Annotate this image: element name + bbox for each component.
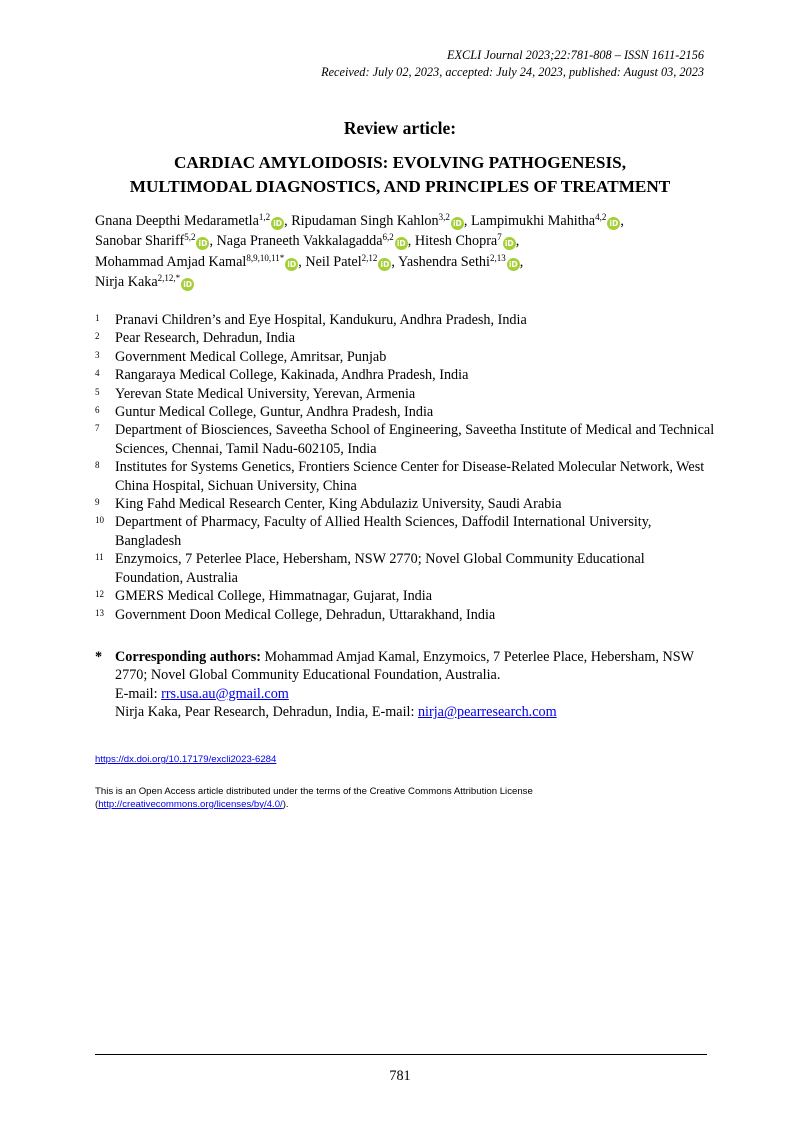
affiliation-text: Enzymoics, 7 Peterlee Place, Hebersham, NSW 2770; Novel Global Community Educational Foundation, Australia <box>115 551 645 586</box>
affiliation-text: King Fahd Medical Research Center, King Abdulaziz University, Saudi Arabia <box>115 496 562 513</box>
journal-citation: EXCLI Journal 2023;22:781-808 – ISSN 1611-2156 <box>447 48 704 62</box>
author-name: Naga Praneeth Vakkalagadda <box>216 233 383 250</box>
corresponding-label: Corresponding authors: <box>115 649 261 665</box>
author-affiliation-marker: 7 <box>497 232 502 243</box>
orcid-icon[interactable]: iD <box>181 278 194 291</box>
affiliation-text: Government Medical College, Amritsar, Punjab <box>115 348 387 365</box>
author-separator: , <box>298 253 306 270</box>
orcid-icon[interactable]: iD <box>196 237 209 250</box>
corresponding-authors <box>95 648 715 722</box>
license-link[interactable]: http://creativecommons.org/licenses/by/4.0/ <box>98 798 283 810</box>
license-note <box>95 786 715 811</box>
author-name: Sanobar Shariff <box>95 233 185 250</box>
affiliation-item <box>95 311 715 329</box>
corresponding-text-2: Nirja Kaka, Pear Research, Dehradun, India, E-mail: <box>115 704 418 721</box>
corresponding-email-1-line <box>115 685 715 703</box>
affiliation-text: GMERS Medical College, Himmatnagar, Gujarat, India <box>115 588 432 605</box>
footer-divider <box>95 1054 707 1055</box>
author-affiliation-marker: 4,2 <box>595 212 607 222</box>
journal-header <box>321 47 704 81</box>
orcid-icon[interactable]: iD <box>507 258 520 271</box>
author-separator: , <box>407 233 415 250</box>
author-name: Neil Patel <box>305 253 362 270</box>
orcid-icon[interactable]: iD <box>271 217 284 230</box>
orcid-icon[interactable]: iD <box>451 217 464 230</box>
author-name: Ripudaman Singh Kahlon <box>291 213 439 229</box>
author-name: Nirja Kaka <box>95 274 158 291</box>
corresponding-star: * <box>95 649 103 665</box>
affiliation-number: 9 <box>95 497 100 508</box>
author <box>305 254 398 270</box>
affiliation-item <box>95 385 715 403</box>
author-list <box>95 211 715 293</box>
affiliation-number: 3 <box>95 349 100 360</box>
author-affiliation-marker: 2,12,* <box>157 273 181 284</box>
article-title <box>0 151 800 198</box>
author-affiliation-marker: 6,2 <box>382 232 394 243</box>
author <box>95 254 305 270</box>
affiliation-text: Institutes for Systems Genetics, Frontiers Science Center for Disease-Related Molecular Network, West China Hospital, Sichuan University, China <box>115 459 705 494</box>
publication-dates: Received: July 02, 2023, accepted: July 24, 2023, published: August 03, 2023 <box>321 65 704 79</box>
affiliation-item <box>95 329 715 347</box>
author <box>217 233 415 249</box>
orcid-icon[interactable]: iD <box>607 217 620 230</box>
affiliation-number: 5 <box>95 386 100 397</box>
author <box>471 213 624 229</box>
author-name: Gnana Deepthi Medarametla <box>95 213 259 229</box>
corresponding-text-1: Mohammad Amjad Kamal, Enzymoics, 7 Peterlee Place, Hebersham, NSW 2770; Novel Global Community Educational Foundation, Australia. <box>115 649 694 684</box>
author-separator: , <box>519 253 524 270</box>
affiliation-item <box>95 458 715 495</box>
affiliation-item <box>95 513 715 550</box>
author-separator: , <box>620 213 624 229</box>
affiliation-number: 2 <box>95 331 100 342</box>
affiliation-item <box>95 495 715 513</box>
email-link-1[interactable]: rrs.usa.au@gmail.com <box>161 685 289 702</box>
author-name: Hitesh Chopra <box>414 233 498 250</box>
affiliation-number: 8 <box>95 460 100 471</box>
affiliation-text: Government Doon Medical College, Dehradun, Uttarakhand, India <box>115 606 496 623</box>
author-name: Lampimukhi Mahitha <box>470 213 596 229</box>
affiliation-item <box>95 550 715 587</box>
affiliation-number: 7 <box>95 423 100 434</box>
affiliation-number: 10 <box>95 515 104 526</box>
doi-link[interactable]: https://dx.doi.org/10.17179/excli2023-6284 <box>95 754 277 765</box>
corresponding-body <box>115 648 715 722</box>
author-affiliation-marker: 2,13 <box>489 252 506 263</box>
affiliation-item <box>95 366 715 384</box>
author-separator: , <box>515 233 520 250</box>
article-type: Review article: <box>343 118 457 138</box>
affiliation-item <box>95 421 715 458</box>
author <box>291 213 471 229</box>
affiliation-text: Rangaraya Medical College, Kakinada, Andhra Pradesh, India <box>115 367 469 384</box>
affiliation-text: Pear Research, Dehradun, India <box>115 330 296 347</box>
license-text: This is an Open Access article distributed under the terms of the Creative Commons Attribution License <box>95 786 533 797</box>
author-separator: , <box>209 233 217 250</box>
author-line-1 <box>95 211 715 231</box>
affiliation-text: Pranavi Children’s and Eye Hospital, Kandukuru, Andhra Pradesh, India <box>115 312 527 328</box>
corresponding-first <box>115 648 715 685</box>
orcid-icon[interactable]: iD <box>378 258 391 271</box>
license-close-paren: ). <box>282 798 289 810</box>
corresponding-second <box>115 703 715 721</box>
author-line-3 <box>95 252 715 272</box>
author <box>95 213 291 229</box>
license-open-paren: ( <box>95 798 99 810</box>
orcid-icon[interactable]: iD <box>503 237 516 250</box>
orcid-icon[interactable]: iD <box>285 258 298 271</box>
email-prefix: E-mail: <box>115 685 162 702</box>
title-line-1: CARDIAC AMYLOIDOSIS: EVOLVING PATHOGENESIS, <box>173 153 627 172</box>
author <box>95 233 217 249</box>
page-number: 781 <box>389 1068 411 1084</box>
affiliation-text: Yerevan State Medical University, Yerevan, Armenia <box>115 385 416 402</box>
orcid-icon[interactable]: iD <box>395 237 408 250</box>
affiliation-number: 11 <box>95 552 104 563</box>
author-separator: , <box>284 213 292 229</box>
author-separator: , <box>463 213 471 229</box>
author-name: Mohammad Amjad Kamal <box>95 253 247 270</box>
affiliation-item <box>95 606 715 624</box>
author-affiliation-marker: 5,2 <box>184 232 196 243</box>
author <box>415 233 519 249</box>
title-line-2: MULTIMODAL DIAGNOSTICS, AND PRINCIPLES OF TREATMENT <box>129 176 671 196</box>
affiliation-text: Department of Pharmacy, Faculty of Allied Health Sciences, Daffodil International University, Bangladesh <box>115 514 652 549</box>
author-name: Yashendra Sethi <box>398 253 490 270</box>
author-affiliation-marker: 1,2 <box>258 212 271 222</box>
affiliation-list <box>95 311 715 624</box>
email-link-2[interactable]: nirja@pearresearch.com <box>417 704 557 721</box>
author-line-2 <box>95 231 715 251</box>
affiliation-number: 6 <box>95 405 100 416</box>
author-line-4 <box>95 272 715 292</box>
author <box>95 274 194 290</box>
affiliation-text: Department of Biosciences, Saveetha School of Engineering, Saveetha Institute of Medical and Technical Sciences, Chennai, Tamil Nadu-602105, India <box>115 422 715 457</box>
affiliation-number: 12 <box>95 589 104 600</box>
affiliation-item <box>95 348 715 366</box>
author-affiliation-marker: 3,2 <box>438 212 450 222</box>
affiliation-number: 4 <box>95 368 100 379</box>
author <box>398 254 523 270</box>
affiliation-item <box>95 587 715 605</box>
author-affiliation-marker: 2,12 <box>361 252 378 263</box>
affiliation-text: Guntur Medical College, Guntur, Andhra Pradesh, India <box>115 404 434 421</box>
affiliation-number: 13 <box>95 607 104 618</box>
affiliation-number: 1 <box>95 313 100 323</box>
author-separator: , <box>391 253 398 270</box>
author-affiliation-marker: 8,9,10,11* <box>246 252 285 263</box>
affiliation-item <box>95 403 715 421</box>
